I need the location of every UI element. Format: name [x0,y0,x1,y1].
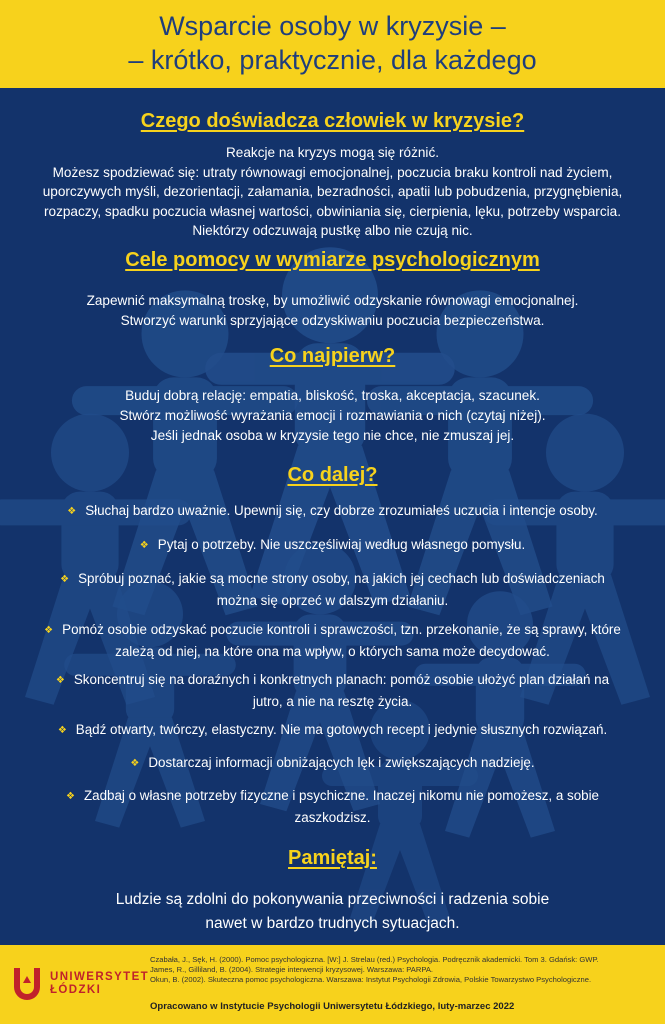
section-title-experience: Czego doświadcza człowiek w kryzysie? [140,110,525,132]
text-line: Możesz spodziewać się: utraty równowagi emocjonalnej, poczucia braku kontroli nad życiem, [52,164,613,180]
footer [0,945,665,1024]
text-line: Niektórzy odczuwają pustkę albo nie czują nic. [192,223,473,238]
diamond-bullet-icon: ❖ [55,675,65,686]
main-panel [0,88,665,945]
section-title-goals: Cele pomocy w wymiarze psychologicznym [125,249,540,271]
text-line: Stwórz możliwość wyrażania emocji i rozmawiania o nich (czytaj niżej). [119,408,546,423]
diamond-bullet-icon: ❖ [67,506,77,517]
text-line: Jeśli jednak osoba w kryzysie tego nie chce, nie zmuszaj jej. [150,428,515,443]
text-line: Zapewnić maksymalną troskę, by umożliwić odzyskanie równowagi emocjonalnej. [86,293,579,308]
text-line: Stworzyć warunki sprzyjające odzyskiwaniu poczucia bezpieczeństwa. [120,313,545,328]
diamond-bullet-icon: ❖ [139,540,149,551]
credit-line: Opracowano w Instytucie Psychologii Uniwersytetu Łódzkiego, luty-marzec 2022 [150,1001,515,1012]
references [150,955,660,985]
section-title-first: Co najpierw? [269,345,396,367]
header [0,0,665,88]
section-title-next: Co dalej? [287,464,378,486]
diamond-bullet-icon: ❖ [44,625,54,636]
list-item: ❖ Skoncentruj się na doraźnych i konkretnych planach: pomóż osobie ułożyć plan działań na jutro, a nie na resztę życia. [55,672,610,709]
text-line: rozpaczy, spadku poczucia własnej wartości, obwiniania się, cierpienia, lęku, potrzeby wsparcia. [43,203,621,219]
text-line: nawet w bardzo trudnych sytuacjach. [205,915,460,932]
diamond-bullet-icon: ❖ [130,758,140,769]
section-title-remember: Pamiętaj: [288,847,377,869]
reference-item: Czabała, J., Sęk, H. (2000). Pomoc psychologiczna. [W:] J. Strelau (red.) Psychologia. Podręcznik akademicki. Tom 3. Gdańsk: GWP. [150,955,599,964]
logo-text-line: ŁÓDZKI [50,984,102,996]
title-line-2: – krótko, praktycznie, dla każdego [128,45,537,75]
list-item: ❖ Słuchaj bardzo uważnie. Upewnij się, czy dobrze zrozumiałeś uczucia i intencje osoby. [67,503,598,518]
content [0,88,665,945]
university-logo [10,965,150,1005]
title-line-1: Wsparcie osoby w kryzysie – [159,11,506,41]
list-item: ❖ Zadbaj o własne potrzeby fizyczne i psychiczne. Inaczej nikomu nie pomożesz, a sobie zaszkodzisz. [65,788,600,825]
list-item: ❖ Dostarczaj informacji obniżających lęk i zwiększających nadzieję. [130,755,535,770]
section-text-remember [0,888,665,936]
list-item: ❖ Pomóż osobie odzyskać poczucie kontroli i sprawczości, tzn. przekonanie, że są sprawy, które zależą od niej, na które ona ma wpływ, o których sama może decydować. [44,622,621,659]
section-text-experience [0,143,665,241]
text-line: Reakcje na kryzys mogą się różnić. [225,145,440,160]
list-item: ❖ Spróbuj poznać, jakie są mocne strony osoby, na jakich jej cechach lub doświadczeniach można się oprzeć w dalszym działaniu. [60,571,605,608]
section-text-goals [0,291,665,331]
text-line: Ludzie są zdolni do pokonywania przeciwności i radzenia sobie [115,891,550,908]
diamond-bullet-icon: ❖ [57,725,67,736]
section-text-first [0,386,665,446]
logo-text-line: UNIWERSYTET [50,971,150,983]
university-logo-icon [10,965,44,1005]
reference-item: Okun, B. (2002). Skuteczna pomoc psychologiczna. Warszawa: Instytut Psychologii Zdrowia, Polskie Towarzystwo Psychologiczne. [150,975,592,984]
reference-item: James, R., Gilliland, B. (2004). Strategie interwencji kryzysowej. Warszawa: PARPA. [150,965,434,974]
text-line: uporczywych myśli, dezorientacji, załamania, bezradności, apatii lub pobudzenia, przygnębienia, [42,184,623,199]
list-item: ❖ Pytaj o potrzeby. Nie uszczęśliwiaj według własnego pomysłu. [139,537,526,552]
text-line: Buduj dobrą relację: empatia, bliskość, troska, akceptacja, szacunek. [125,388,540,403]
diamond-bullet-icon: ❖ [60,574,70,585]
diamond-bullet-icon: ❖ [65,791,75,802]
list-item: ❖ Bądź otwarty, twórczy, elastyczny. Nie ma gotowych recept i jedynie słusznych rozwiązań. [57,722,608,737]
